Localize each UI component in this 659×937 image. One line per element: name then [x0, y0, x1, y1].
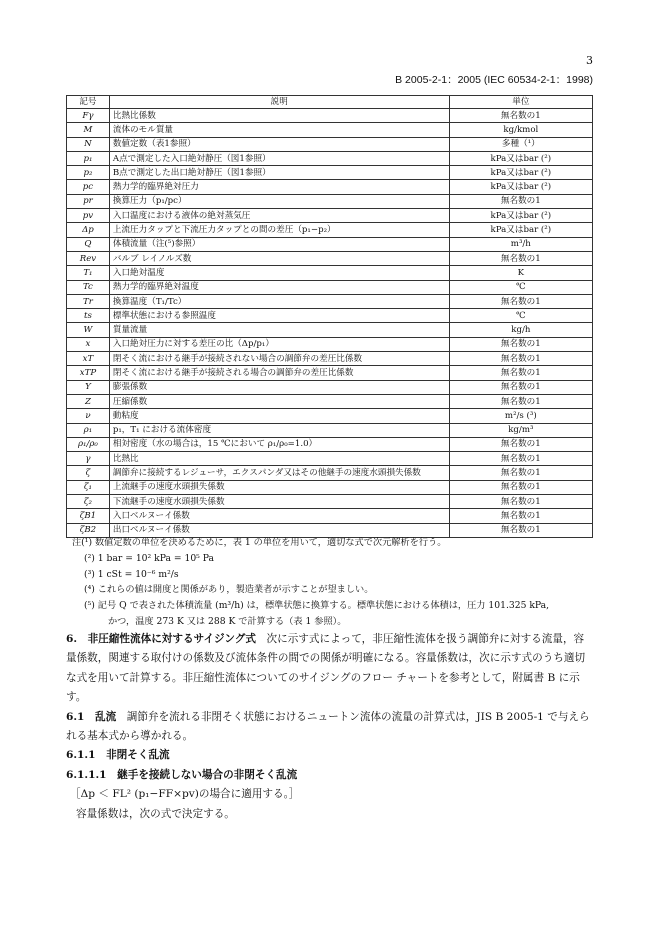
description-cell: p₁，T₁ における流体密度 [109, 423, 449, 437]
unit-cell: kg/kmol [449, 123, 592, 137]
table-row [67, 123, 593, 137]
table-row [67, 251, 593, 265]
symbol-cell: ζ [67, 466, 110, 480]
unit-cell: 無名数の1 [449, 251, 592, 265]
table-row [67, 137, 593, 151]
table-row [67, 352, 593, 366]
symbol-cell: ζ₂ [67, 495, 110, 509]
table-row [67, 266, 593, 280]
table-row [67, 166, 593, 180]
symbol-cell: pr [67, 194, 110, 208]
note-2: (²) 1 bar = 10² kPa = 10⁵ Pa [84, 552, 215, 564]
symbol-cell: Δp [67, 223, 110, 237]
description-cell: 質量流量 [109, 323, 449, 337]
symbol-cell: xT [67, 352, 110, 366]
symbol-cell: Y [67, 380, 110, 394]
unit-cell: 無名数の1 [449, 366, 592, 380]
table-row [67, 194, 593, 208]
description-cell: 入口絶対温度 [109, 266, 449, 280]
symbol-cell: γ [67, 452, 110, 466]
unit-cell: 無名数の1 [449, 394, 592, 408]
table-row [67, 409, 593, 423]
symbol-cell: p₁ [67, 151, 110, 165]
unit-cell: 無名数の1 [449, 352, 592, 366]
unit-cell: 無名数の1 [449, 109, 592, 123]
description-cell: バルブ レイノルズ数 [109, 251, 449, 265]
unit-cell: 無名数の1 [449, 480, 592, 494]
table-row [67, 366, 593, 380]
table-row [67, 380, 593, 394]
description-cell: 膨張係数 [109, 380, 449, 394]
description-cell: B点で測定した出口絶対静圧（図1参照） [109, 166, 449, 180]
symbol-cell: Fγ [67, 109, 110, 123]
unit-cell: 無名数の1 [449, 523, 592, 537]
unit-cell: kg/m³ [449, 423, 592, 437]
column-header-symbol: 記号 [67, 96, 110, 109]
table-row [67, 294, 593, 308]
unit-cell: kPa又はbar (²) [449, 151, 592, 165]
unit-cell: 無名数の1 [449, 495, 592, 509]
section-6-1-heading: 6.1 乱流 [66, 710, 117, 723]
symbols-table [66, 95, 593, 538]
unit-cell: 無名数の1 [449, 452, 592, 466]
description-cell: 下流継手の速度水頭損失係数 [109, 495, 449, 509]
unit-cell: K [449, 266, 592, 280]
unit-cell: 無名数の1 [449, 337, 592, 351]
description-cell: 換算圧力（p₁/pc） [109, 194, 449, 208]
table-row [67, 480, 593, 494]
table-row [67, 109, 593, 123]
unit-cell: kPa又はbar (²) [449, 209, 592, 223]
section-6-1-1-1-heading: 6.1.1.1 継手を接続しない場合の非閉そく乱流 [66, 768, 298, 781]
description-cell: 入口ベルヌーイ係数 [109, 509, 449, 523]
table-row [67, 509, 593, 523]
unit-cell: 無名数の1 [449, 509, 592, 523]
unit-cell: kPa又はbar (²) [449, 223, 592, 237]
description-cell: 流体のモル質量 [109, 123, 449, 137]
symbol-cell: W [67, 323, 110, 337]
description-cell: 相対密度（水の場合は，15 ℃において ρ₁/ρ₀=1.0） [109, 437, 449, 451]
description-cell: 動粘度 [109, 409, 449, 423]
description-cell: 圧縮係数 [109, 394, 449, 408]
description-cell: 標準状態における参照温度 [109, 309, 449, 323]
table-header-row [67, 96, 593, 109]
section-6-heading: 6. 非圧縮性流体に対するサイジング式 [66, 633, 256, 645]
symbol-cell: pc [67, 180, 110, 194]
symbol-cell: p₂ [67, 166, 110, 180]
unit-cell: ℃ [449, 280, 592, 294]
table-row [67, 466, 593, 480]
section-6-1-text: 調節弁を流れる非閉そく状態におけるニュートン流体の流量の計算式は，JIS B 2005-1 で与えられる基本式から導かれる。 [66, 710, 590, 743]
table-row [67, 223, 593, 237]
description-cell: 出口ベルヌーイ係数 [109, 523, 449, 537]
unit-cell: kPa又はbar (²) [449, 180, 592, 194]
description-cell: 閉そく流における継手が接続されない場合の調節弁の差圧比係数 [109, 352, 449, 366]
table-row [67, 323, 593, 337]
symbol-cell: ζB1 [67, 509, 110, 523]
description-cell: 上流圧力タップと下流圧力タップとの間の差圧（p₁−p₂） [109, 223, 449, 237]
table-row [67, 151, 593, 165]
unit-cell: 無名数の1 [449, 466, 592, 480]
table-row [67, 280, 593, 294]
unit-cell: ℃ [449, 309, 592, 323]
capacity-coefficient-line: 容量係数は，次の式で決定する。 [76, 807, 235, 820]
section-6-1 [66, 708, 594, 747]
description-cell: A点で測定した入口絶対静圧（図1参照） [109, 151, 449, 165]
symbol-cell: ρ₁/ρ₀ [67, 437, 110, 451]
unit-cell: 多種（¹） [449, 137, 592, 151]
section-6 [66, 630, 594, 708]
unit-cell: 無名数の1 [449, 194, 592, 208]
unit-cell: 無名数の1 [449, 294, 592, 308]
table-row [67, 452, 593, 466]
table-row [67, 495, 593, 509]
body-text [66, 630, 594, 824]
note-5-cont: かつ，温度 273 K 又は 288 K で計算する（表 1 参照）。 [108, 615, 347, 627]
description-cell: 比熱比係数 [109, 109, 449, 123]
table-row [67, 237, 593, 251]
note-1: 注(¹) 数値定数の単位を決めるために，表 1 の単位を用いて，適切な式で次元解析を行う。 [72, 537, 447, 548]
table-notes [72, 535, 612, 630]
unit-cell: kPa又はbar (²) [449, 166, 592, 180]
description-cell: 入口温度における液体の絶対蒸気圧 [109, 209, 449, 223]
description-cell: 数値定数（表1参照） [109, 137, 449, 151]
applicability-condition: ［Δp ＜ FL² (p₁−FF×pv)の場合に適用する。］ [70, 788, 300, 801]
symbol-cell: ζ₁ [67, 480, 110, 494]
note-4: (⁴) これらの値は開度と関係があり，製造業者が示すことが望ましい。 [84, 584, 374, 596]
description-cell: 熱力学的臨界絶対温度 [109, 280, 449, 294]
symbol-cell: x [67, 337, 110, 351]
section-6-text: 次に示す式によって，非圧縮性流体を扱う調節弁に対する流量，容量係数，関連する取付けの係数及び流体条件の間での関係が明確になる。容量係数は，次に示す式のうち適切な式を用いて計算する。非圧縮性流体についてのサイジングのフロー チャートを参考として，附属書 B に示す。 [66, 633, 586, 704]
unit-cell: m³/h [449, 237, 592, 251]
description-cell: 上流継手の速度水頭損失係数 [109, 480, 449, 494]
table-row [67, 209, 593, 223]
section-6-1-1-heading: 6.1.1 非閉そく乱流 [66, 749, 170, 762]
description-cell: 調節弁に接続するレジューサ，エクスパンダ又はその他継手の速度水頭損失係数 [109, 466, 449, 480]
description-cell: 換算温度（T₁/Tc） [109, 294, 449, 308]
column-header-unit: 単位 [449, 96, 592, 109]
table-row [67, 437, 593, 451]
table-row [67, 180, 593, 194]
column-header-description: 説明 [109, 96, 449, 109]
description-cell: 体積流量（注(⁵)参照） [109, 237, 449, 251]
unit-cell: 無名数の1 [449, 380, 592, 394]
table-row [67, 309, 593, 323]
symbol-cell: pv [67, 209, 110, 223]
symbol-cell: Tr [67, 294, 110, 308]
symbol-cell: ν [67, 409, 110, 423]
unit-cell: m²/s (³) [449, 409, 592, 423]
note-5: (⁵) 記号 Q で表された体積流量 (m³/h) は，標準状態に換算する。標準状態における体積は，圧力 101.325 kPa, [84, 600, 550, 612]
table-row [67, 394, 593, 408]
document-id: B 2005-2-1：2005 (IEC 60534-2-1：1998) [395, 74, 593, 86]
symbol-cell: ρ₁ [67, 423, 110, 437]
symbol-cell: ts [67, 309, 110, 323]
symbol-cell: Z [67, 394, 110, 408]
description-cell: 入口絶対圧力に対する差圧の比（Δp/p₁） [109, 337, 449, 351]
note-3: (³) 1 cSt = 10⁻⁶ m²/s [84, 568, 179, 580]
symbol-cell: T₁ [67, 266, 110, 280]
unit-cell: kg/h [449, 323, 592, 337]
description-cell: 閉そく流における継手が接続される場合の調節弁の差圧比係数 [109, 366, 449, 380]
symbol-cell: Rev [67, 251, 110, 265]
symbol-cell: M [67, 123, 110, 137]
symbol-cell: xTP [67, 366, 110, 380]
table-row [67, 337, 593, 351]
symbol-cell: N [67, 137, 110, 151]
description-cell: 比熱比 [109, 452, 449, 466]
description-cell: 熱力学的臨界絶対圧力 [109, 180, 449, 194]
table-row [67, 423, 593, 437]
symbol-cell: Tc [67, 280, 110, 294]
unit-cell: 無名数の1 [449, 437, 592, 451]
page-number: 3 [586, 54, 593, 67]
symbol-cell: Q [67, 237, 110, 251]
symbol-cell: ζB2 [67, 523, 110, 537]
